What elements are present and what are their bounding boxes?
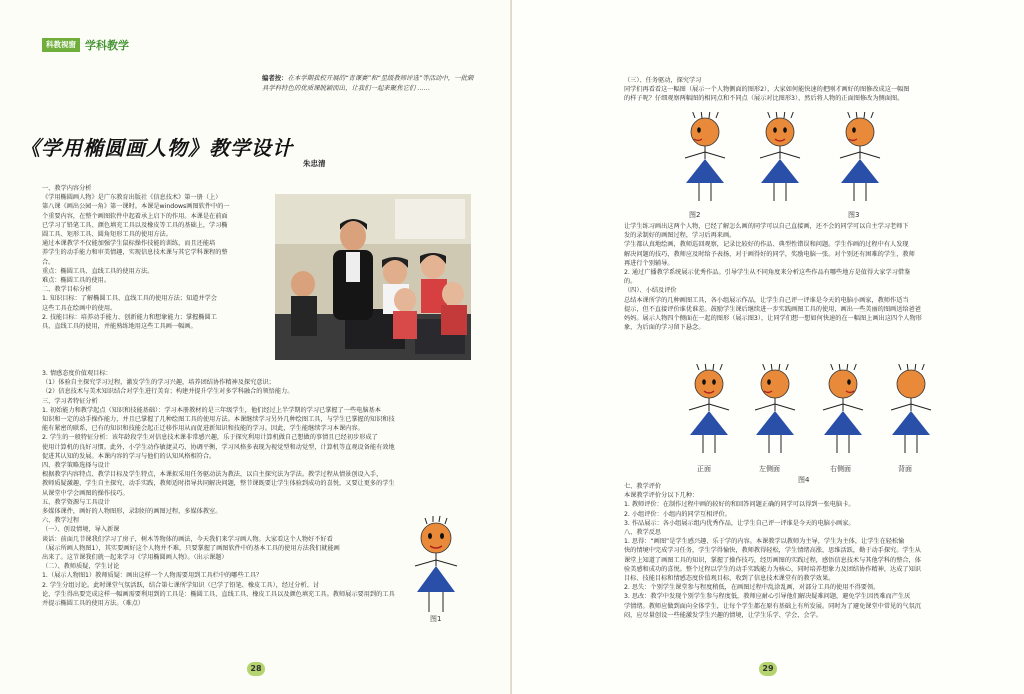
figure-1-front-character [405,516,467,621]
right-page [512,0,1024,694]
text-line: 3. 作品展示：各小组展示组内优秀作品，让学生自己评一评谁是今天的电脑小画家。 [624,519,855,527]
text-line: 养学生的动手能力和审美情趣，实现信息技术课与其它学科课程的整 [42,249,228,257]
four-view-characters [675,360,955,468]
text-line: 2. 学生的一般特征分析：该年龄段学生对信息技术课非常感兴趣，乐于探究利用计算机做自己想做的事情且已经初步形成了 [42,434,378,442]
text-line: 一、教学内容分析 [42,185,92,192]
text-line: 的样子呢？仔细观察两幅图的相同点和不同点（展示对比图形3），然后将人物的正面图修改为侧面图。 [624,95,904,103]
right-bottom-text [624,482,1012,620]
classroom-photo [275,194,471,360]
text-line: 妈妈。展示人物四个侧面在一起的图形（展示图3），让同学们想一想如何快速的在一幅图上画出这四个人物形 [624,315,922,323]
text-line: 六、教学过程 [42,517,80,525]
side-view-characters [670,108,900,220]
text-line: 多媒体课件，画好的人物图形，录制好的画图过程，多媒体教室。 [42,508,222,516]
section-title: 学科教学 [85,39,129,52]
article-author: 朱忠清 [303,159,326,168]
text-line: 3. 情感态度价值观目标： [42,370,112,377]
figure-4-character-left [755,364,795,453]
text-line: 个重要内容，在整个画图软件中起着承上启下的作用。本课是在前面 [42,212,228,220]
text-line: 重点：椭圆工具、直线工具的使用方法。 [42,267,154,275]
text-line: （展示所画人物图1），其实要画好这个人物并不难，只要掌握了画图软件中的基本工具的使用方法我们就能画 [42,544,340,552]
text-line: 2. 小组评价：小组内的同学互相评价。 [624,510,731,518]
left-bottom-text [42,369,457,608]
text-line: 三、学习者特征分析 [42,397,98,405]
text-line: （1）体验自主探究学习过程，激发学生的学习兴趣，培养团结协作精神及探究意识； [42,379,275,387]
article-title: 《学用椭圆画人物》教学设计 [20,136,293,160]
right-top-text [624,76,1012,104]
figure-4-four-views [675,360,955,468]
text-line: 提示，但不直接评价谁优谁差。鼓励学生课后继续进一步实践画图工具的使用，画出一些美丽的图画送给爸爸 [624,305,921,313]
figure-2-character [685,112,725,201]
text-line: 谈话：前面几节课我们学习了房子，树木等物体的画法，今天我们来学习画人物。大家看这个人物好不好看 [42,535,333,543]
column-header [42,38,129,52]
figure-4-label-right-side: 右侧面 [830,465,851,473]
text-line: 圆工具、矩形工具、圆角矩形工具的使用方法。 [42,231,172,239]
figure-1-caption: 图1 [430,615,442,623]
editor-note [262,74,477,93]
text-line: 3. 思改：教学中发现个别学生参与程度低，教师应耐心引导他们解决疑难问题，避免学生因畏难而产生厌 [624,593,911,601]
text-line: 难点：椭圆工具的使用。 [42,277,111,285]
text-line: 知识和一定的动手操作能力，并且已掌握了几种绘图工具的使用方法。本课继续学习另外几种绘图工具，与学生已掌握的知识和技 [42,416,395,424]
text-line: 学生都认真地绘画，教师巡回观察，记录比较好的作品、典型性错误和问题。学生作画的过程中有人发现 [624,241,909,249]
text-line: （2）信息技术与美术知识结合对学生进行美育；构建并提升学生对多学科融合的领悟能力。 [42,388,294,396]
text-line: 2. 学生分组讨论。此时课堂气氛活跃，结合第七课所学知识（已学了铅笔、橡皮工具），经过分析、讨 [42,581,320,589]
text-line: 快的情境中完成学习任务，学生学得愉快，教师教得轻松，学生情绪高涨，思维活跃，勤于动手探究。学生从 [624,547,921,555]
text-line: 本课教学评价分以下几种： [624,492,699,500]
text-line: 通过本课教学不仅能加强学生鼠标操作技能的训练，而且还能培 [42,240,216,248]
figure-4-character-right [823,364,863,453]
text-line: 1. 教师评价：在制作过程中画的较好的和回答问题正确的同学可以得到一张电脑卡。 [624,501,855,509]
text-line: 验美感和成功的喜悦。整个过程以学生的动手实践能力为核心，同时培养想象力及团结协作精神，达成了知识 [624,565,921,573]
figure-4-character-back [891,364,931,453]
text-line: 1. 知识目标：了解椭圆工具、直线工具的使用方法；知道并学会 [42,295,217,303]
figure-3-caption: 图3 [848,211,860,219]
column-tag: 科教视窗 [42,38,80,52]
figure-4-label-front: 正面 [697,465,711,473]
figure-4-label-left-side: 左侧面 [759,465,780,473]
text-line: 再进行个别辅导。 [624,259,674,267]
text-line: 发的录制好的画图过程，学习后再来画。 [624,232,736,240]
text-line: 已学习了铅笔工具、颜色填充工具以及橡皮等工具的基础上，学习椭 [42,221,228,229]
text-line: （二）、教师质疑，学生讨论 [42,563,120,571]
figure-4-character-front [689,364,729,453]
left-top-text [42,184,270,331]
text-line: 根据教学内容特点、教学目标及学生特点，本课拟采用任务驱动法为教法，以自主探究法为学法。教学过程从情景创设入手， [42,471,383,479]
text-line: 2. 通过广播教学系统展示优秀作品。引导学生从不同角度来分析这些作品有哪些地方是值得大家学习借鉴 [624,269,911,277]
text-line: 从课堂中学会画图的操作技巧。 [42,489,129,497]
text-line: 合。 [42,258,55,266]
text-line: 闷，应尽量创设一些能激发学生兴趣的情境，让学生乐学、学会、会学。 [624,611,822,619]
text-line: 2. 思失：个别学生课堂参与程度稍低，在画图过程中乱涂乱画，对部分工具的使用不得要领。 [624,584,880,592]
text-line: （一）、创设情境，导入新课 [42,526,120,534]
text-line: 促进其认知的发展。本课内容的学习与他们的认知风格相符合。 [42,452,216,460]
text-line: 课堂上知道了画图工具的知识，掌握了操作技巧，经历画图的实践过程，感悟信息技术与其他学科的整合，体 [624,556,921,564]
editor-note-text: 在本学期我校开展的“青课赛”和“星级教师评选”等活动中，一批颇具学科特色的优质课脱颖而出，让我们一起来聚焦它们 …… [262,74,474,92]
text-line: 并提示椭圆工具的使用方法。（难点） [42,600,145,608]
text-line: 具、直线工具的使用，并能熟练地用这些工具画一幅画。 [42,323,197,331]
text-line: 八、教学反思 [624,529,662,537]
text-line: 二、教学目标分析 [42,286,92,294]
text-line: 的。 [624,278,637,286]
text-line: 总结本课所学的几种画图工具，各小组展示作品，让学生自己评一评谁是今天的电脑小画家，教师作适当 [624,296,909,304]
figures-2-3-characters [670,108,900,220]
figure-3-character-front [760,112,800,201]
text-line: 第八课《画出公园一角》第一课时。本课是windows画图软件中的一 [42,203,230,211]
text-line: 让学生练习画出这两个人物，已经了解怎么画的同学可以自己直接画，还不会的同学可以自主学习老师下 [624,223,909,230]
text-line: 出来了。这节课我们就一起来学习《学用椭圆画人物》。（出示课题） [42,554,228,562]
text-line: 象，为后面的学习留下悬念。 [624,324,705,332]
text-line: 教师质疑激趣，学生自主探究、动手实践，教师适时指导共同解决问题，整节课既要让学生体验到成功的喜悦，又要让更多的学生 [42,480,395,488]
text-line: 目标、技能目标和情感态度价值观目标，收到了信息技术课堂有的教学效果。 [624,575,835,583]
text-line: 学情绪。教师应做到面向全体学生，让每个学生都在原有基础上有所发展。同时为了避免课堂中常见的气氛沉 [624,602,921,610]
text-line: 使用计算机的良好习惯。此外，小学生动作敏捷灵巧、协调平衡，学习风格多表现为视觉型和动觉型，计算机等直观设备能有效地 [42,443,395,451]
page-number-left: 28 [247,662,265,676]
figure-3-character-side [840,112,880,201]
text-line: 五、教学资源与工具设计 [42,498,111,506]
character-drawing [405,516,467,621]
figure-2-caption: 图2 [689,211,701,219]
text-line: （三）、任务驱动，探究学习 [624,77,702,84]
figure-4-label-back: 背面 [898,465,912,473]
right-middle-text [624,222,1012,332]
text-line: 解决问题的技巧，教师应及时给予表扬，对于画得好的同学，奖励电脑一张。对个别还有困难的学生，教师 [624,250,915,258]
text-line: 《学用椭圆画人物》是广东教育出版社《信息技术》第一册（上） [42,194,222,202]
text-line: 1. 初始能力和教学起点（知识和技能基础）：学习本册教材的是三年级学生，他们经过上半学期的学习已掌握了一些电脑基本 [42,406,381,414]
text-line: 论，学生得出要完成这样一幅画需要利用到的工具是：椭圆工具、直线工具、橡皮工具以及颜色填充工具。教师展示要用到的工具 [42,590,395,598]
text-line: （四）、小结及评价 [624,287,677,295]
text-line: 同学们再看看这一幅图（展示一个人物侧面的图形2），大家如何能快速的把刚才画好的图修改成这一幅图 [624,86,910,94]
figure-4-caption: 图4 [798,476,810,484]
page-number-right: 29 [759,662,777,676]
text-line: 1. 思得：“画图”是学生感兴趣、乐于学的内容。本课教学以教师为主导，学生为主体，让学生在轻松愉 [624,538,905,546]
editor-note-label: 编者按： [262,74,288,82]
text-line: 七、教学评价 [624,483,662,490]
text-line: 这些工具在绘画中的使用。 [42,304,117,312]
text-line: 2. 技能目标：培养动手能力、创新能力和想象能力；掌握椭圆工 [42,313,217,321]
text-line: 1.（展示人物图1）教师质疑：画出这样一个人物需要用到工具栏中的哪些工具？ [42,572,263,580]
text-line: 四、教学策略选择与设计 [42,462,111,470]
text-line: 能有紧密的联系，已有的知识和技能会起正迁移作用从而促进新知识和技能的学习。因此，学生能继续学习本课内容。 [42,425,364,433]
